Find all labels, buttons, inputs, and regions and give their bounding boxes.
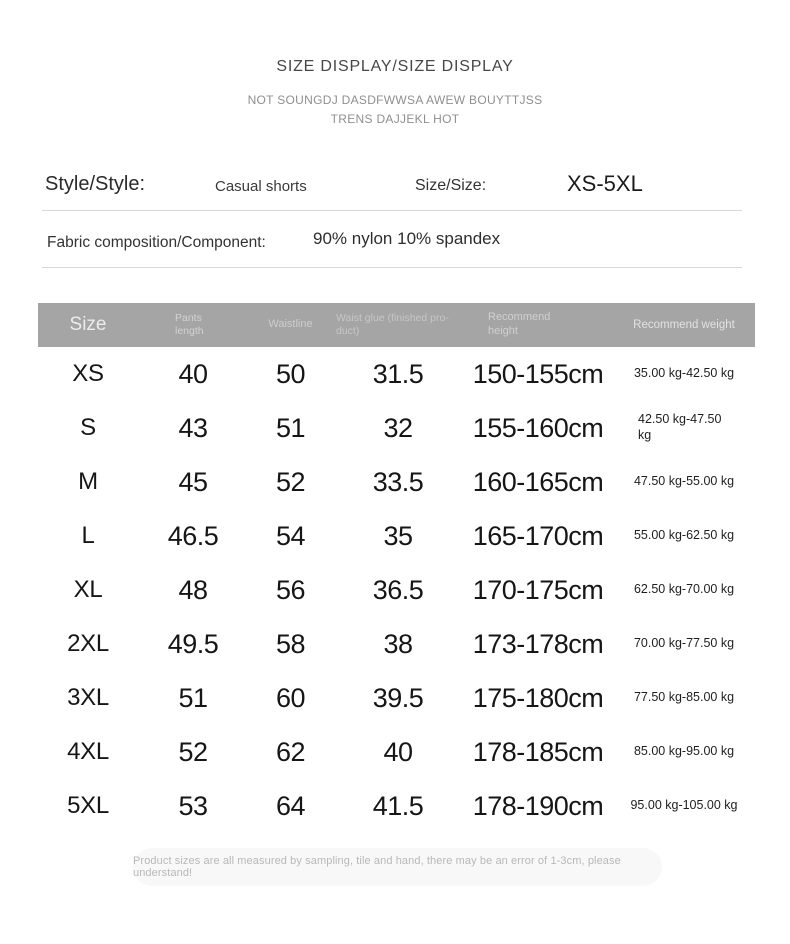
cell-waistline: 50 xyxy=(275,358,306,389)
header-waist-glue: Waist glue (finished pro-duct) xyxy=(336,311,449,337)
header-recommend-height: Recommend height xyxy=(488,311,551,337)
cell-pants-length: 45 xyxy=(178,466,208,497)
cell-waistline: 54 xyxy=(275,520,306,551)
cell-size: 5XL xyxy=(67,792,109,819)
cell-waist-glue: 31.5 xyxy=(372,358,424,389)
cell-pants-length: 53 xyxy=(178,790,208,821)
page-title: SIZE DISPLAY/SIZE DISPLAY xyxy=(276,58,514,75)
header-recommend-weight: Recommend weight xyxy=(633,318,735,331)
cell-weight: 62.50 kg-70.00 kg xyxy=(633,582,735,597)
cell-height: 150-155cm xyxy=(472,358,604,389)
cell-waistline: 64 xyxy=(275,790,306,821)
cell-pants-length: 52 xyxy=(178,736,208,767)
divider-top xyxy=(42,210,742,211)
cell-pants-length: 48 xyxy=(178,574,208,605)
cell-weight: 47.50 kg-55.00 kg xyxy=(633,474,735,489)
cell-waist-glue: 41.5 xyxy=(372,790,424,821)
footer-note-text: Product sizes are all measured by sampling, tile and hand, there may be an error of 1-3cm, please understand! xyxy=(133,855,621,879)
table-row xyxy=(38,509,755,563)
cell-weight: 42.50 kg-47.50 kg xyxy=(638,412,722,442)
cell-pants-length: 46.5 xyxy=(167,520,219,551)
cell-weight: 95.00 kg-105.00 kg xyxy=(630,798,738,813)
table-row xyxy=(38,617,755,671)
size-label: Size/Size: xyxy=(415,177,487,194)
cell-pants-length: 49.5 xyxy=(167,628,219,659)
cell-size: S xyxy=(80,414,96,441)
cell-waist-glue: 40 xyxy=(383,736,413,767)
cell-waistline: 56 xyxy=(275,574,306,605)
cell-height: 160-165cm xyxy=(472,466,604,497)
subtitle-line-1: NOT SOUNGDJ DASDFWWSA AWEW BOUYTTJSS xyxy=(247,93,543,107)
table-row xyxy=(38,725,755,779)
cell-weight: 55.00 kg-62.50 kg xyxy=(633,528,735,543)
cell-height: 178-185cm xyxy=(472,736,604,767)
size-table-body xyxy=(38,347,755,833)
size-range-value: XS-5XL xyxy=(567,171,643,196)
cell-waist-glue: 39.5 xyxy=(372,682,424,713)
style-label: Style/Style: xyxy=(45,173,146,195)
cell-height: 175-180cm xyxy=(472,682,604,713)
cell-waist-glue: 36.5 xyxy=(372,574,424,605)
header-waistline: Waistline xyxy=(268,318,313,331)
cell-pants-length: 43 xyxy=(178,412,208,443)
table-row xyxy=(38,671,755,725)
cell-size: 4XL xyxy=(67,738,109,765)
cell-waist-glue: 32 xyxy=(383,412,413,443)
table-row xyxy=(38,401,755,455)
cell-waist-glue: 33.5 xyxy=(372,466,424,497)
size-table-header xyxy=(38,303,755,347)
cell-waistline: 51 xyxy=(275,412,306,443)
cell-weight: 35.00 kg-42.50 kg xyxy=(633,366,735,381)
cell-waistline: 52 xyxy=(275,466,306,497)
table-row xyxy=(38,779,755,833)
fabric-label: Fabric composition/Component: xyxy=(47,234,266,251)
cell-height: 165-170cm xyxy=(472,520,604,551)
divider-bottom xyxy=(42,267,742,268)
cell-pants-length: 51 xyxy=(178,682,208,713)
cell-waistline: 62 xyxy=(275,736,306,767)
cell-size: XL xyxy=(73,576,103,603)
cell-weight: 77.50 kg-85.00 kg xyxy=(633,690,735,705)
cell-waistline: 60 xyxy=(275,682,306,713)
subtitle-line-2: TRENS DAJJEKL HOT xyxy=(330,112,460,126)
header-pants-length: Pants length xyxy=(175,311,204,337)
table-row xyxy=(38,563,755,617)
cell-weight: 70.00 kg-77.50 kg xyxy=(633,636,735,651)
cell-waistline: 58 xyxy=(275,628,306,659)
cell-size: L xyxy=(81,522,95,549)
cell-size: M xyxy=(78,468,98,495)
cell-waist-glue: 38 xyxy=(383,628,413,659)
cell-weight: 85.00 kg-95.00 kg xyxy=(633,744,735,759)
cell-height: 178-190cm xyxy=(472,790,604,821)
fabric-value: 90% nylon 10% spandex xyxy=(313,229,501,248)
cell-height: 170-175cm xyxy=(472,574,604,605)
cell-waist-glue: 35 xyxy=(383,520,413,551)
cell-size: XS xyxy=(72,360,104,387)
cell-height: 155-160cm xyxy=(472,412,604,443)
cell-pants-length: 40 xyxy=(178,358,208,389)
table-row xyxy=(38,347,755,401)
header-size: Size xyxy=(69,314,107,336)
cell-height: 173-178cm xyxy=(472,628,604,659)
style-value: Casual shorts xyxy=(215,178,307,195)
cell-size: 3XL xyxy=(67,684,109,711)
cell-size: 2XL xyxy=(67,630,109,657)
footer-note-pill xyxy=(133,848,662,886)
table-row xyxy=(38,455,755,509)
